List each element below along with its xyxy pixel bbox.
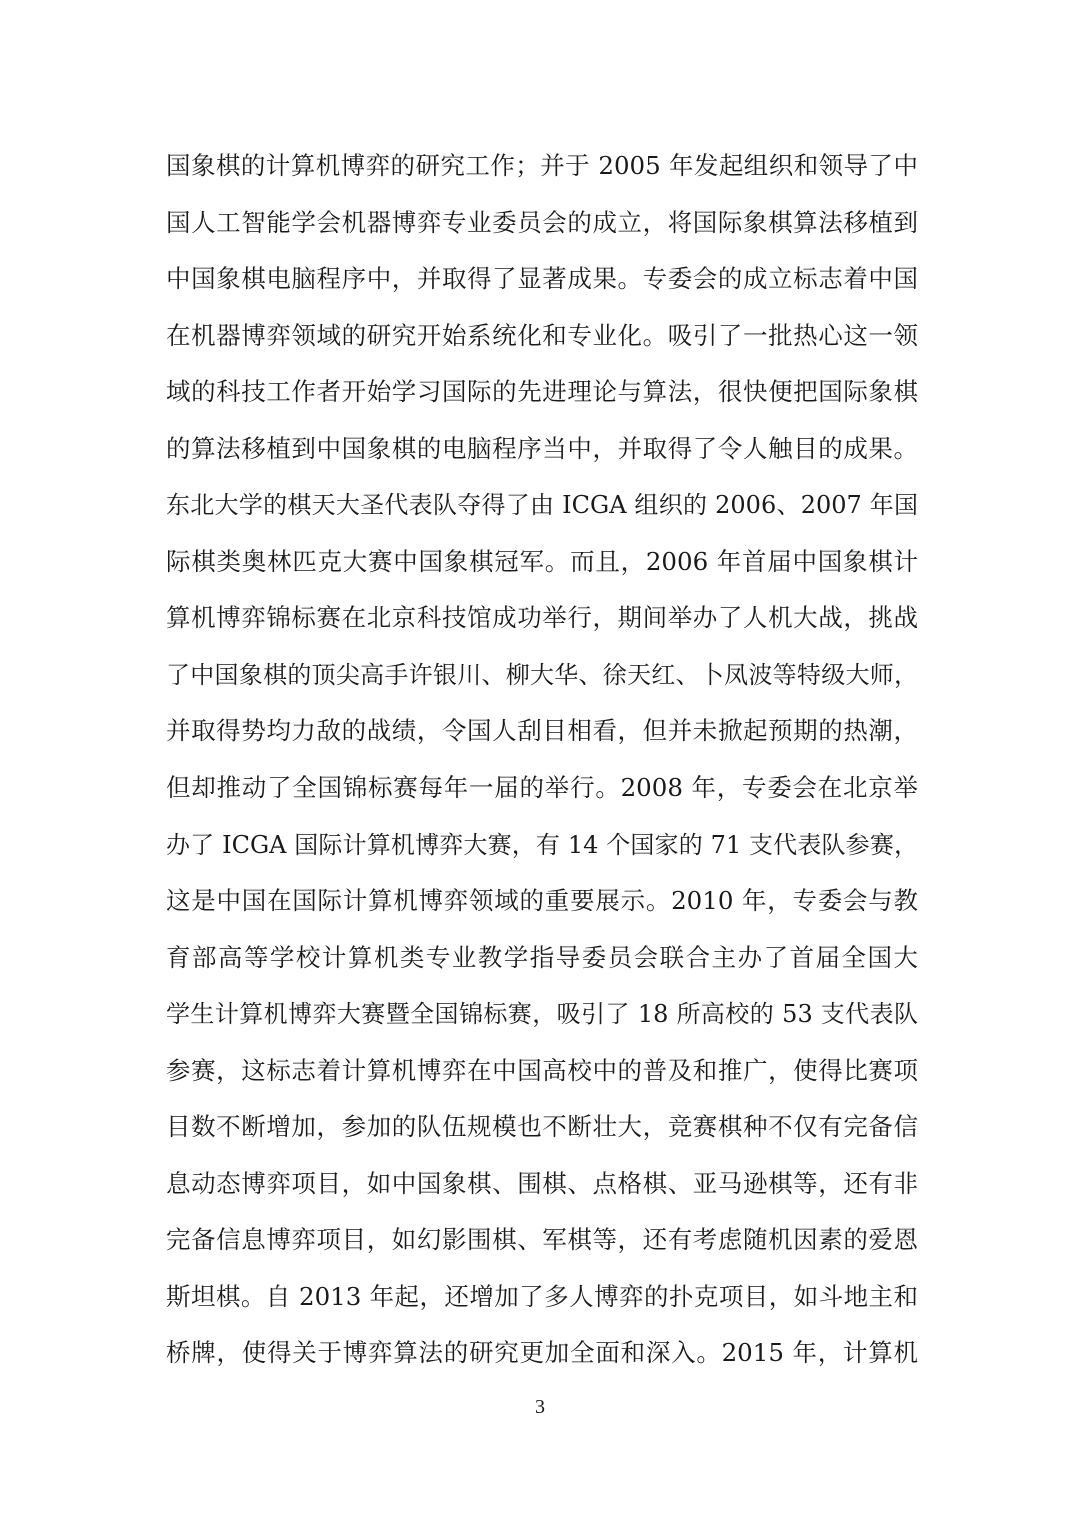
text-line: 并取得势均力敌的战绩，令国人刮目相看，但并未掀起预期的热潮，	[166, 716, 918, 746]
text-line: 学生计算机博弈大赛暨全国锦标赛，吸引了 18 所高校的 53 支代表队	[166, 1000, 918, 1029]
text-line: 完备信息博弈项目，如幻影围棋、军棋等，还有考虑随机因素的爱恩	[166, 1225, 918, 1255]
text-line: 国人工智能学会机器博弈专业委员会的成立，将国际象棋算法移植到	[166, 207, 918, 237]
text-line: 算机博弈锦标赛在北京科技馆成功举行，期间举办了人机大战，挑战	[166, 603, 918, 633]
text-line: 参赛，这标志着计算机博弈在中国高校中的普及和推广，使得比赛项	[166, 1055, 918, 1085]
text-line: 际棋类奥林匹克大赛中国象棋冠军。而且，2006 年首届中国象棋计	[166, 546, 918, 576]
text-line: 办了 ICGA 国际计算机博弈大赛，有 14 个国家的 71 支代表队参赛，	[166, 830, 918, 859]
text-line: 域的科技工作者开始学习国际的先进理论与算法，很快便把国际象棋	[166, 377, 918, 407]
text-line: 中国象棋电脑程序中，并取得了显著成果。专委会的成立标志着中国	[166, 264, 918, 294]
text-line: 但却推动了全国锦标赛每年一届的举行。2008 年，专委会在北京举	[166, 773, 918, 803]
text-line: 桥牌，使得关于博弈算法的研究更加全面和深入。2015 年，计算机	[166, 1338, 918, 1368]
page-number: 3	[535, 1396, 545, 1418]
text-line: 目数不断增加，参加的队伍规模也不断壮大，竞赛棋种不仅有完备信	[166, 1112, 918, 1142]
text-line: 息动态博弈项目，如中国象棋、围棋、点格棋、亚马逊棋等，还有非	[166, 1168, 918, 1198]
text-line: 国象棋的计算机博弈的研究工作；并于 2005 年发起组织和领导了中	[166, 151, 918, 180]
text-line: 斯坦棋。自 2013 年起，还增加了多人博弈的扑克项目，如斗地主和	[166, 1281, 918, 1311]
text-line: 在机器博弈领域的研究开始系统化和专业化。吸引了一批热心这一领	[166, 320, 918, 350]
text-line: 东北大学的棋天大圣代表队夺得了由 ICGA 组织的 2006、2007 年国	[166, 491, 918, 520]
body-text	[166, 138, 918, 1382]
text-line: 了中国象棋的顶尖高手许银川、柳大华、徐天红、卜凤波等特级大师，	[166, 660, 918, 689]
text-line: 的算法移植到中国象棋的电脑程序当中，并取得了令人触目的成果。	[166, 433, 918, 463]
text-line: 育部高等学校计算机类专业教学指导委员会联合主办了首届全国大	[166, 942, 918, 972]
text-line: 这是中国在国际计算机博弈领域的重要展示。2010 年，专委会与教	[166, 886, 918, 916]
